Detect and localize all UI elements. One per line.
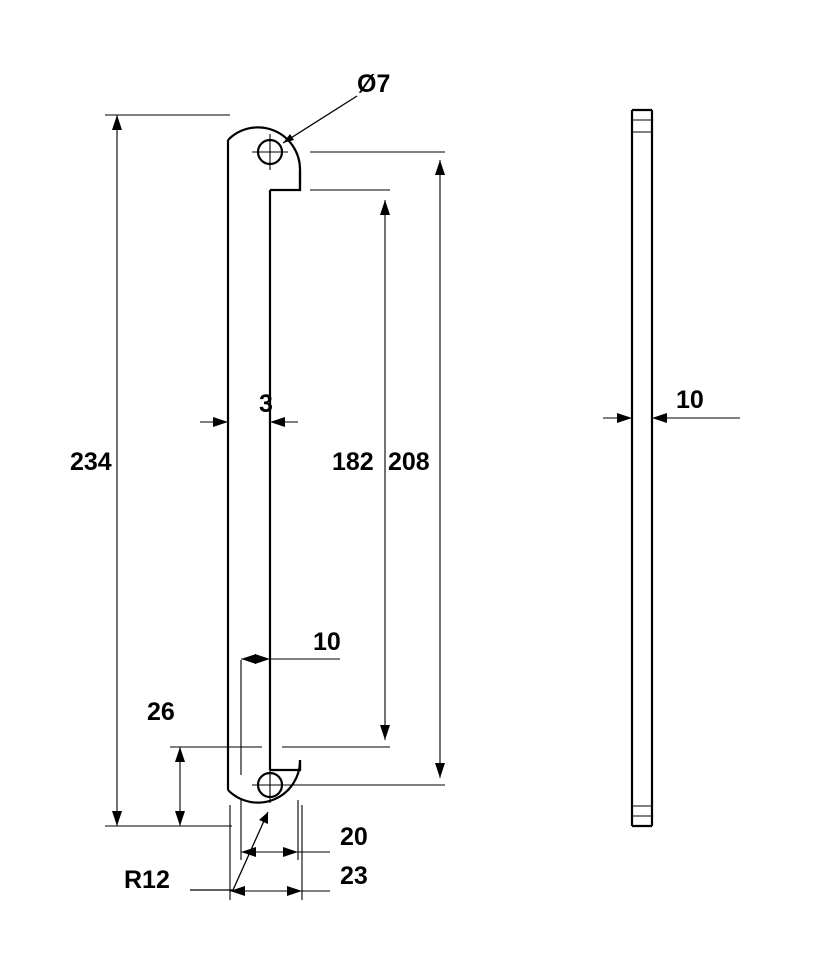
dim-26-text: 26 xyxy=(147,698,175,726)
dim-10-side xyxy=(603,386,740,423)
dim-234-text: 234 xyxy=(70,448,112,476)
dim-3-text: 3 xyxy=(259,390,273,418)
dim-20-text: 20 xyxy=(340,823,368,851)
dim-10-front xyxy=(241,628,341,780)
dim-hole-diameter-text: Ø7 xyxy=(357,70,391,98)
dim-26 xyxy=(147,698,262,826)
dim-10-front-text: 10 xyxy=(313,628,341,656)
dim-3 xyxy=(200,390,298,427)
dim-10-side-text: 10 xyxy=(676,386,704,414)
dim-182 xyxy=(282,190,390,747)
side-view-part-outline xyxy=(632,110,652,826)
dim-hole-diameter xyxy=(283,70,390,143)
dim-r12-text: R12 xyxy=(124,866,170,894)
front-view-part-outline xyxy=(228,127,300,802)
dim-208-text: 208 xyxy=(388,448,430,476)
dim-182-text: 182 xyxy=(332,448,374,476)
dim-23-text: 23 xyxy=(340,862,368,890)
